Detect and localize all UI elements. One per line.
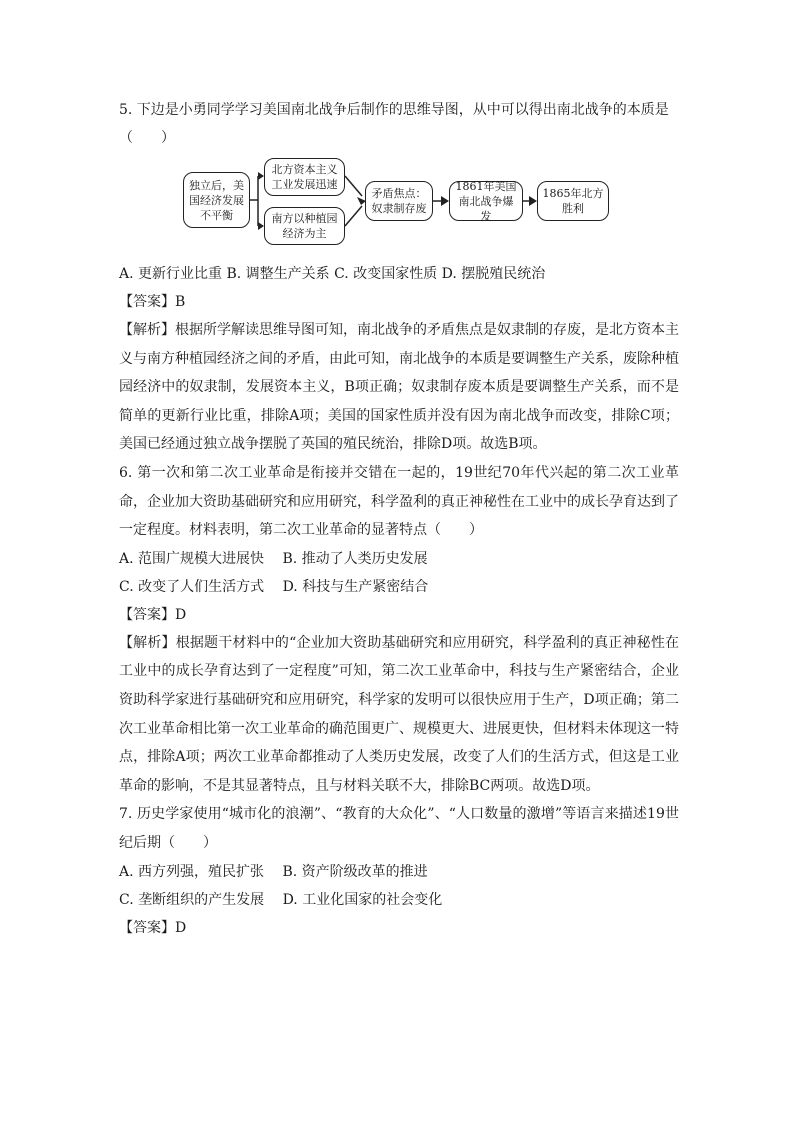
q6-options-row1 — [119, 545, 679, 573]
mind-map-diagram — [119, 154, 679, 254]
mind-map-box-north: 北方资本主义工业发展迅速 — [264, 158, 345, 196]
q6-option-c: C. 改变了人们生活方式 — [119, 578, 265, 595]
q7-option-d: D. 工业化国家的社会变化 — [282, 891, 443, 908]
q7-stem: 7. 历史学家使用“城市化的浪潮”、“教育的大众化”、“人口数量的激增”等语言来描述19世纪后期（ ） — [119, 806, 679, 851]
q7-option-c: C. 垄断组织的产生发展 — [119, 891, 265, 908]
q7-option-b: B. 资产阶级改革的推进 — [282, 863, 428, 880]
mind-map-box-north-victory: 1865年北方胜利 — [537, 181, 609, 221]
arrow-box2-box4 — [345, 176, 362, 196]
arrowhead-icon — [529, 196, 537, 206]
q5-answer: 【答案】B — [119, 294, 186, 310]
q6-analysis: 【解析】根据题干材料中的“企业加大资助基础研究和应用研究，科学盈利的真正神秘性在工业中的成长孕育达到了一定程度”可知，第二次工业革命中，科技与生产紧密结合，企业资助科学家进行基础研究和应用研究，科学家的发明可以很快应用于生产，D项正确；第二次工业革命相比第一次工业革命的确范围更广、规模更大、进展更快，但材料未体现这一特点，排除A项；两次工业革命都推动了人类历史发展，改变了人们的生活方式，但这是工业革命的影响，不是其显著特点，且与材料关联不大，排除BC两项。故选D项。 — [119, 634, 679, 794]
q6-option-d: D. 科技与生产紧密结合 — [282, 578, 429, 595]
question-page — [119, 96, 679, 942]
mind-map-box-civil-war: 1861年美国南北战争爆发 — [449, 181, 523, 221]
q6-options-row2 — [119, 573, 679, 601]
q7-options-row1 — [119, 858, 679, 886]
q5-stem: 5. 下边是小勇同学学习美国南北战争后制作的思维导图，从中可以得出南北战争的本质是 — [119, 102, 669, 118]
q7-answer: 【答案】D — [119, 919, 187, 936]
q5-analysis: 【解析】根据所学解读思维导图可知，南北战争的矛盾焦点是奴隶制的存废，是北方资本主义与南方种植园经济之间的矛盾，由此可知，南北战争的本质是要调整生产关系，废除种植园经济中的奴隶制，发展资本主义，B项正确；奴隶制存废本质是要调整生产关系，而不是简单的更新行业比重，排除A项；美国的国家性质并没有因为南北战争而改变，排除C项；美国已经通过独立战争摆脱了英国的殖民统治，排除D项。故选B项。 — [119, 322, 679, 453]
mind-map-box-south: 南方以种植园经济为主 — [264, 207, 345, 245]
q5-stem-bracket: （ ） — [119, 130, 175, 146]
q6-stem: 6. 第一次和第二次工业革命是衔接并交错在一起的，19世纪70年代兴起的第二次工业革命，企业加大资助基础研究和应用研究，科学盈利的真正神秘性在工业中的成长孕育达到了一定程度。材料表明，第二次工业革命的显著特点（ ） — [119, 464, 679, 539]
q5-options: A. 更新行业比重 B. 调整生产关系 C. 改变国家性质 D. 摆脱殖民统治 — [119, 266, 546, 282]
mind-map-box-slavery: 矛盾焦点：奴隶制存废 — [365, 181, 433, 221]
q7-options-row2 — [119, 886, 679, 914]
q6-answer: 【答案】D — [119, 606, 187, 623]
mind-map-box-imbalance: 独立后，美国经济发展不平衡 — [183, 172, 250, 228]
arrowhead-icon — [441, 196, 449, 206]
q6-option-b: B. 推动了人类历史发展 — [282, 550, 428, 567]
q7-option-a: A. 西方列强，殖民扩张 — [119, 863, 265, 880]
q6-option-a: A. 范围广规模大进展快 — [119, 550, 265, 567]
arrow-box3-box4 — [345, 206, 362, 226]
